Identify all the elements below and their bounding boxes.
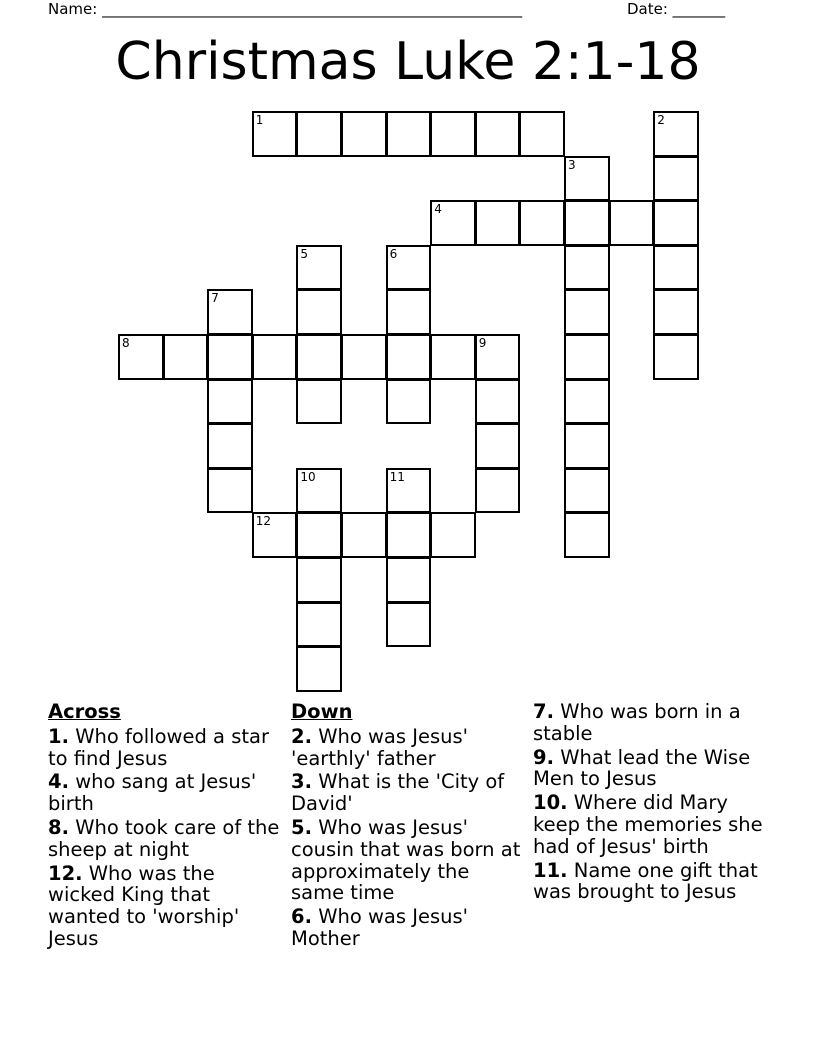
- grid-cell[interactable]: [296, 468, 342, 514]
- grid-cell[interactable]: [564, 379, 610, 425]
- grid-cell[interactable]: [564, 468, 610, 514]
- grid-cell[interactable]: [386, 512, 432, 558]
- grid-cell[interactable]: [653, 245, 699, 291]
- date-field[interactable]: Date: _______: [627, 0, 726, 18]
- grid-cell[interactable]: [519, 200, 565, 246]
- grid-cell[interactable]: [653, 156, 699, 202]
- clue-number: 5: [300, 246, 309, 261]
- clue-number: 3: [568, 157, 576, 172]
- grid-cell[interactable]: [609, 200, 655, 246]
- grid-cell[interactable]: [386, 379, 432, 425]
- down-clues: [291, 701, 523, 952]
- grid-cell[interactable]: [386, 468, 432, 514]
- grid-cell[interactable]: [475, 379, 521, 425]
- clue-number: 8: [122, 336, 130, 350]
- clue-number: 4: [434, 202, 442, 217]
- grid-cell[interactable]: [207, 379, 253, 425]
- grid-cell[interactable]: [252, 334, 298, 380]
- clue-number: 7: [211, 291, 219, 306]
- clue-down-9: 9. What lead the Wise Men to Jesus: [533, 745, 751, 791]
- grid-cell[interactable]: [341, 111, 387, 157]
- grid-cell[interactable]: [386, 557, 432, 603]
- grid-cell[interactable]: [564, 200, 610, 246]
- name-field[interactable]: Name: ________________________________________________________: [48, 0, 523, 18]
- grid-cell[interactable]: [653, 111, 699, 157]
- grid-cell[interactable]: [653, 200, 699, 246]
- clue-across-12: 12. Who was the wicked King that wanted to 'worship' Jesus: [48, 861, 240, 950]
- across-clues: [48, 701, 280, 952]
- grid-cell[interactable]: [386, 111, 432, 157]
- down-clues-continued: [533, 701, 765, 905]
- grid-cell[interactable]: [296, 289, 342, 335]
- grid-cell[interactable]: [475, 423, 521, 469]
- grid-cell[interactable]: [475, 111, 521, 157]
- grid-cell[interactable]: [564, 334, 610, 380]
- page-title: Christmas Luke 2:1-18: [115, 32, 701, 92]
- grid-cell[interactable]: [564, 423, 610, 469]
- clue-down-3: 3. What is the 'City of David': [291, 770, 505, 816]
- clue-number: 1: [255, 113, 264, 127]
- across-heading: Across: [48, 700, 121, 723]
- grid-cell[interactable]: [475, 468, 521, 514]
- clue-number: 12: [255, 514, 272, 529]
- grid-cell[interactable]: [475, 334, 521, 380]
- grid-cell[interactable]: [386, 289, 432, 335]
- clue-down-10: 10. Where did Mary keep the memories she had of Jesus' birth: [533, 791, 763, 858]
- clue-across-4: 4. who sang at Jesus' birth: [48, 770, 257, 816]
- grid-cell[interactable]: [118, 334, 164, 380]
- grid-cell[interactable]: [163, 334, 209, 380]
- clue-down-7: 7. Who was born in a stable: [533, 700, 741, 745]
- clue-number: 11: [389, 469, 405, 484]
- clue-down-2: 2. Who was Jesus' 'earthly' father: [291, 724, 468, 770]
- grid-cell[interactable]: [564, 512, 610, 558]
- clue-down-5: 5. Who was Jesus' cousin that was born at approximately the same time: [291, 815, 521, 905]
- clue-number: 6: [389, 246, 398, 261]
- clue-down-6: 6. Who was Jesus' Mother: [291, 905, 468, 950]
- grid-cell[interactable]: [341, 334, 387, 380]
- clue-number: 10: [300, 469, 316, 484]
- grid-cell[interactable]: [386, 245, 432, 291]
- grid-cell[interactable]: [296, 334, 342, 380]
- grid-cell[interactable]: [296, 512, 342, 558]
- grid-cell[interactable]: [430, 111, 476, 157]
- grid-cell[interactable]: [207, 289, 253, 335]
- grid-cell[interactable]: [430, 512, 476, 558]
- clue-across-1: 1. Who followed a star to find Jesus: [48, 724, 269, 770]
- grid-cell[interactable]: [519, 111, 565, 157]
- grid-cell[interactable]: [207, 423, 253, 469]
- grid-cell[interactable]: [386, 602, 432, 648]
- down-heading: Down: [291, 700, 353, 723]
- grid-cell[interactable]: [564, 245, 610, 291]
- clue-down-11: 11. Name one gift that was brought to Jesus: [533, 858, 758, 904]
- grid-cell[interactable]: [296, 646, 342, 692]
- clue-number: 9: [478, 336, 487, 350]
- grid-cell[interactable]: [475, 200, 521, 246]
- grid-cell[interactable]: [296, 602, 342, 648]
- grid-cell[interactable]: [296, 379, 342, 425]
- clue-across-8: 8. Who took care of the sheep at night: [48, 815, 280, 861]
- grid-cell[interactable]: [386, 334, 432, 380]
- grid-cell[interactable]: [207, 334, 253, 380]
- grid-cell[interactable]: [430, 334, 476, 380]
- grid-cell[interactable]: [653, 289, 699, 335]
- clue-number: 2: [657, 113, 665, 127]
- grid-cell[interactable]: [252, 512, 298, 558]
- grid-cell[interactable]: [207, 468, 253, 514]
- grid-cell[interactable]: [296, 111, 342, 157]
- grid-cell[interactable]: [296, 557, 342, 603]
- grid-cell[interactable]: [653, 334, 699, 380]
- grid-cell[interactable]: [564, 156, 610, 202]
- grid-cell[interactable]: [341, 512, 387, 558]
- grid-cell[interactable]: [564, 289, 610, 335]
- grid-cell[interactable]: [296, 245, 342, 291]
- grid-cell[interactable]: [430, 200, 476, 246]
- grid-cell[interactable]: [252, 111, 298, 157]
